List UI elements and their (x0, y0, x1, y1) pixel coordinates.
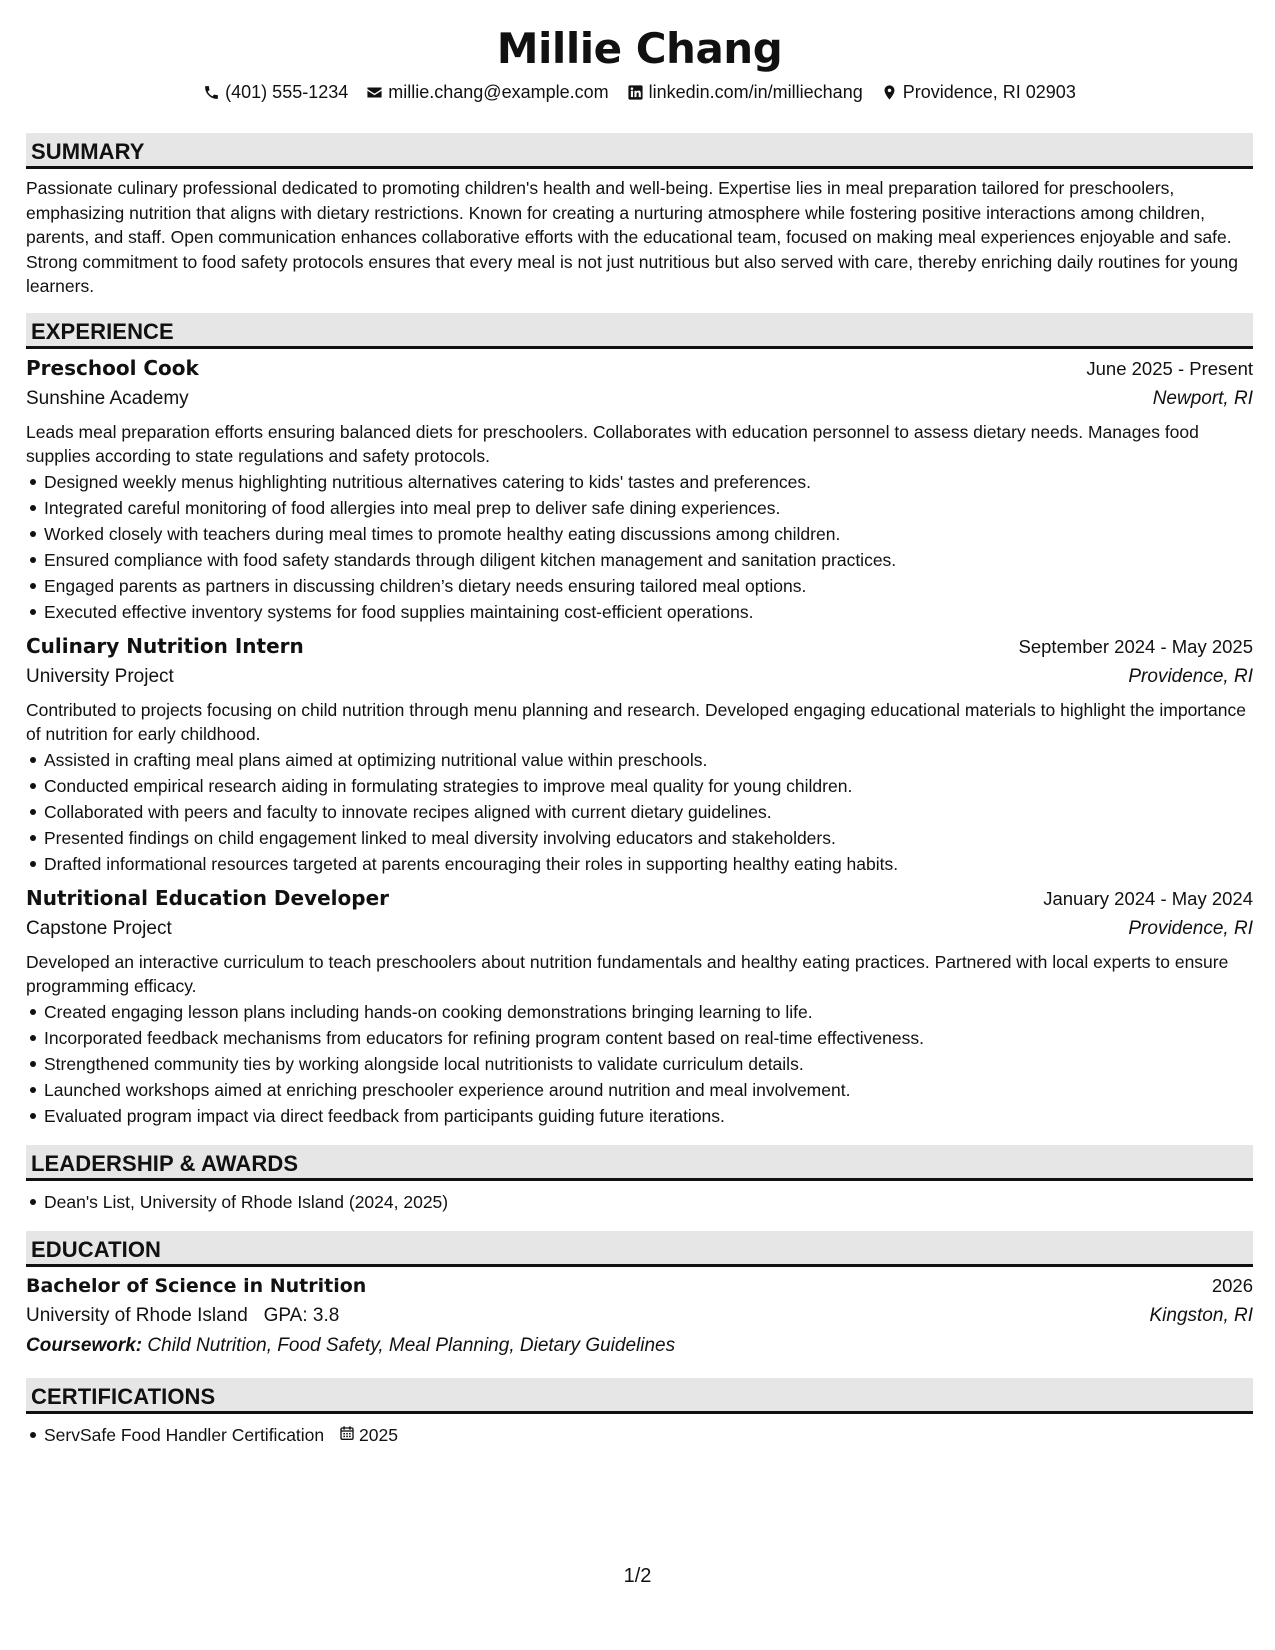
list-item: Created engaging lesson plans including hands-on cooking demonstrations bringing learning to life. (26, 999, 1253, 1025)
job-org: University Project (26, 665, 174, 687)
candidate-name: Millie Chang (496, 24, 783, 73)
list-item: Worked closely with teachers during meal times to promote healthy eating discussions among children. (26, 521, 1253, 547)
job-location: Providence, RI (1128, 917, 1253, 939)
linkedin-icon (627, 84, 644, 101)
certifications-heading: CERTIFICATIONS (26, 1378, 1253, 1414)
list-item: Drafted informational resources targeted at parents encouraging their roles in supporting healthy eating habits. (26, 851, 1253, 877)
experience-section (26, 313, 1253, 1129)
school-line (26, 1301, 339, 1331)
job-dates: January 2024 - May 2024 (1043, 887, 1253, 909)
summary-text: Passionate culinary professional dedicated to promoting children's health and well-being. Expertise lies in meal preparation tailored for preschoolers, emphasizing nutrition that aligns with dietary restrictions. Known for creating a nurturing atmosphere while fostering positive interactions among children, parents, and staff. Open communication enhances collaborative efforts with the educational team, focused on making meal experiences enjoyable and safe. Strong commitment to food safety protocols ensures that every meal is not just nutritious but also served with care, thereby enriching daily routines for young learners. (26, 178, 1238, 296)
job-title: Culinary Nutrition Intern (26, 633, 304, 658)
leadership-list (26, 1189, 1253, 1215)
degree-title: Bachelor of Science in Nutrition (26, 1274, 367, 1297)
phone-text: (401) 555-1234 (225, 82, 349, 102)
graduation-year: 2026 (1211, 1274, 1253, 1296)
job-entry (26, 353, 1253, 625)
list-item: Evaluated program impact via direct feedback from participants guiding future iterations. (26, 1103, 1253, 1129)
resume-page (26, 0, 1253, 1448)
contact-phone[interactable] (203, 80, 348, 104)
education-heading: EDUCATION (26, 1231, 1253, 1267)
linkedin-text: linkedin.com/in/milliechang (648, 82, 863, 102)
list-item (26, 1422, 1253, 1448)
job-bullets (26, 747, 1253, 877)
job-dates: June 2025 - Present (1086, 357, 1253, 379)
experience-heading: EXPERIENCE (26, 313, 1253, 349)
gpa: GPA: 3.8 (263, 1304, 340, 1326)
location-text: Providence, RI 02903 (902, 82, 1076, 102)
list-item: Executed effective inventory systems for food supplies maintaining cost-efficient operations. (26, 599, 1253, 625)
cert-year: 2025 (359, 1424, 398, 1445)
job-entry (26, 883, 1253, 1129)
list-item: Designed weekly menus highlighting nutritious alternatives catering to kids' tastes and preferences. (26, 469, 1253, 495)
page-number: 1/2 (623, 1565, 652, 1587)
summary-heading: SUMMARY (26, 133, 1253, 169)
contact-linkedin[interactable] (627, 80, 863, 104)
cert-date (339, 1422, 398, 1448)
education-section (26, 1231, 1253, 1361)
location-pin-icon (881, 84, 898, 101)
coursework-label: Coursework: (26, 1334, 143, 1356)
job-description: Developed an interactive curriculum to teach preschoolers about nutrition fundamentals and healthy eating practices. Partnered with local experts to ensure programming efficacy. (26, 951, 1229, 996)
job-description: Leads meal preparation efforts ensuring balanced diets for preschoolers. Collaborates with education personnel to assess dietary needs. Manages food supplies according to state regulations and safety protocols. (26, 421, 1199, 466)
list-item: Assisted in crafting meal plans aimed at optimizing nutritional value within preschools. (26, 747, 1253, 773)
list-item: Presented findings on child engagement linked to meal diversity involving educators and stakeholders. (26, 825, 1253, 851)
list-item: Integrated careful monitoring of food allergies into meal prep to deliver safe dining experiences. (26, 495, 1253, 521)
certifications-list (26, 1422, 1253, 1448)
leadership-heading: LEADERSHIP & AWARDS (26, 1145, 1253, 1181)
job-org: Sunshine Academy (26, 387, 189, 409)
job-entry (26, 631, 1253, 877)
job-bullets (26, 999, 1253, 1129)
job-description: Contributed to projects focusing on child nutrition through menu planning and research. Developed engaging educational materials to highlight the importance of nutrition for early childhood. (26, 699, 1246, 744)
list-item: Dean's List, University of Rhode Island (2024, 2025) (26, 1189, 1253, 1215)
email-icon (366, 84, 383, 101)
list-item: Collaborated with peers and faculty to innovate recipes aligned with current dietary guidelines. (26, 799, 1253, 825)
leadership-section (26, 1145, 1253, 1215)
job-title: Nutritional Education Developer (26, 885, 389, 910)
job-bullets (26, 469, 1253, 625)
certifications-section (26, 1378, 1253, 1448)
job-location: Providence, RI (1128, 665, 1253, 687)
education-entry (26, 1271, 1253, 1361)
list-item: Engaged parents as partners in discussing children’s dietary needs ensuring tailored meal options. (26, 573, 1253, 599)
job-location: Newport, RI (1152, 387, 1253, 409)
list-item: Conducted empirical research aiding in formulating strategies to improve meal quality for young children. (26, 773, 1253, 799)
list-item: Incorporated feedback mechanisms from educators for refining program content based on real-time effectiveness. (26, 1025, 1253, 1051)
list-item: Strengthened community ties by working alongside local nutritionists to validate curriculum details. (26, 1051, 1253, 1077)
contact-email[interactable] (366, 80, 608, 104)
contact-location (881, 80, 1076, 104)
phone-icon (203, 84, 220, 101)
calendar-icon (339, 1422, 355, 1448)
email-text: millie.chang@example.com (388, 82, 609, 102)
list-item: Launched workshops aimed at enriching preschooler experience around nutrition and meal involvement. (26, 1077, 1253, 1103)
coursework-line (26, 1331, 1253, 1361)
summary-section (26, 133, 1253, 299)
contact-bar (26, 80, 1253, 104)
list-item: Ensured compliance with food safety standards through diligent kitchen management and sanitation practices. (26, 547, 1253, 573)
job-title: Preschool Cook (26, 355, 199, 380)
school-name: University of Rhode Island (26, 1304, 248, 1326)
coursework-list: Child Nutrition, Food Safety, Meal Planning, Dietary Guidelines (147, 1334, 676, 1356)
cert-name: ServSafe Food Handler Certification (44, 1424, 325, 1445)
job-dates: September 2024 - May 2025 (1018, 635, 1253, 657)
school-location: Kingston, RI (1149, 1304, 1253, 1326)
job-org: Capstone Project (26, 917, 172, 939)
